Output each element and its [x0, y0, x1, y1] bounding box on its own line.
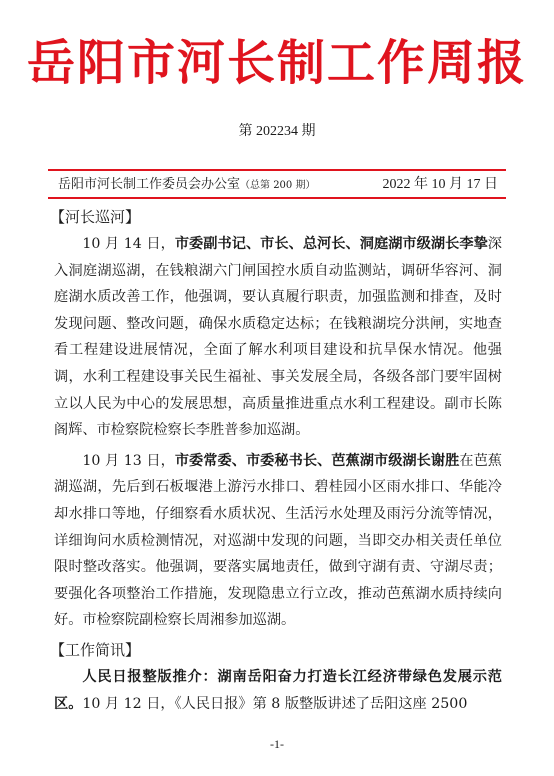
- masthead-title: 岳阳市河长制工作周报: [26, 35, 527, 91]
- para-lead: 市委常委、市委秘书长、芭蕉湖市级湖长谢胜: [174, 452, 460, 469]
- paragraph: [54, 664, 502, 717]
- article-body: [50, 205, 502, 721]
- issue-date: 2022 年 10 月 17 日: [382, 177, 498, 192]
- para-lead: 市委副书记、市长、总河长、洞庭湖市级湖长李挚: [174, 236, 488, 252]
- issuing-office: [58, 175, 315, 196]
- total-issue: （总第 200 期）: [240, 180, 316, 191]
- page-number: -1-: [270, 737, 284, 751]
- paragraph: [54, 448, 502, 634]
- para-date: 10 月 14 日，: [82, 236, 175, 252]
- para-lead: 人民日报整版推介：湖南岳阳奋力打造长江经济带绿色发展示范区。: [54, 668, 502, 712]
- section-heading-news: 【工作简讯】: [50, 640, 141, 659]
- issue-number: 第 202234 期: [238, 124, 316, 139]
- para-text: 在芭蕉湖巡湖，先后到石板堰港上游污水排口、碧桂园小区雨水排口、华能冷却水排口等地，仔细察看水质状况、生活污水处理及雨污分流等情况，详细询问水质检测情况，对巡湖中发现的问题，当即交办相关责任单位限时整改落实。他强调，要落实属地责任，做到守湖有责、守湖尽责；要强化各项整治工作措施，发现隐患立行立改，推动芭蕉湖水质持续向好。市检察院副检察长周湘参加巡湖。: [54, 452, 502, 629]
- office-name: 岳阳市河长制工作委员会办公室: [58, 177, 241, 192]
- para-text: 深入洞庭湖巡湖，在钱粮湖六门闸国控水质自动监测站，调研华容河、洞庭湖水质改善工作，他强调，要认真履行职责，加强监测和排查，及时发现问题、整改问题，确保水质稳定达标；在钱粮湖垸分洪闸，实地查看工程建设进展情况，全面了解水利项目建设和抗旱保水情况。他强调，水利工程建设事关民生福祉、事关发展全局，各级各部门要牢固树立以人民为中心的发展思想，高质量推进重点水利工程建设。副市长陈阁辉、市检察院检察长李胜普参加巡湖。: [54, 236, 502, 439]
- paragraph: [54, 231, 502, 444]
- info-bar: [48, 175, 506, 195]
- header-rule-bottom: [48, 197, 506, 199]
- para-text: 10 月 12 日，《人民日报》第 8 版整版讲述了岳阳这座 2500: [82, 695, 468, 712]
- section-heading-inspection: 【河长巡河】: [50, 208, 141, 226]
- header-rule-top: [48, 169, 506, 171]
- para-date: 10 月 13 日，: [82, 452, 175, 469]
